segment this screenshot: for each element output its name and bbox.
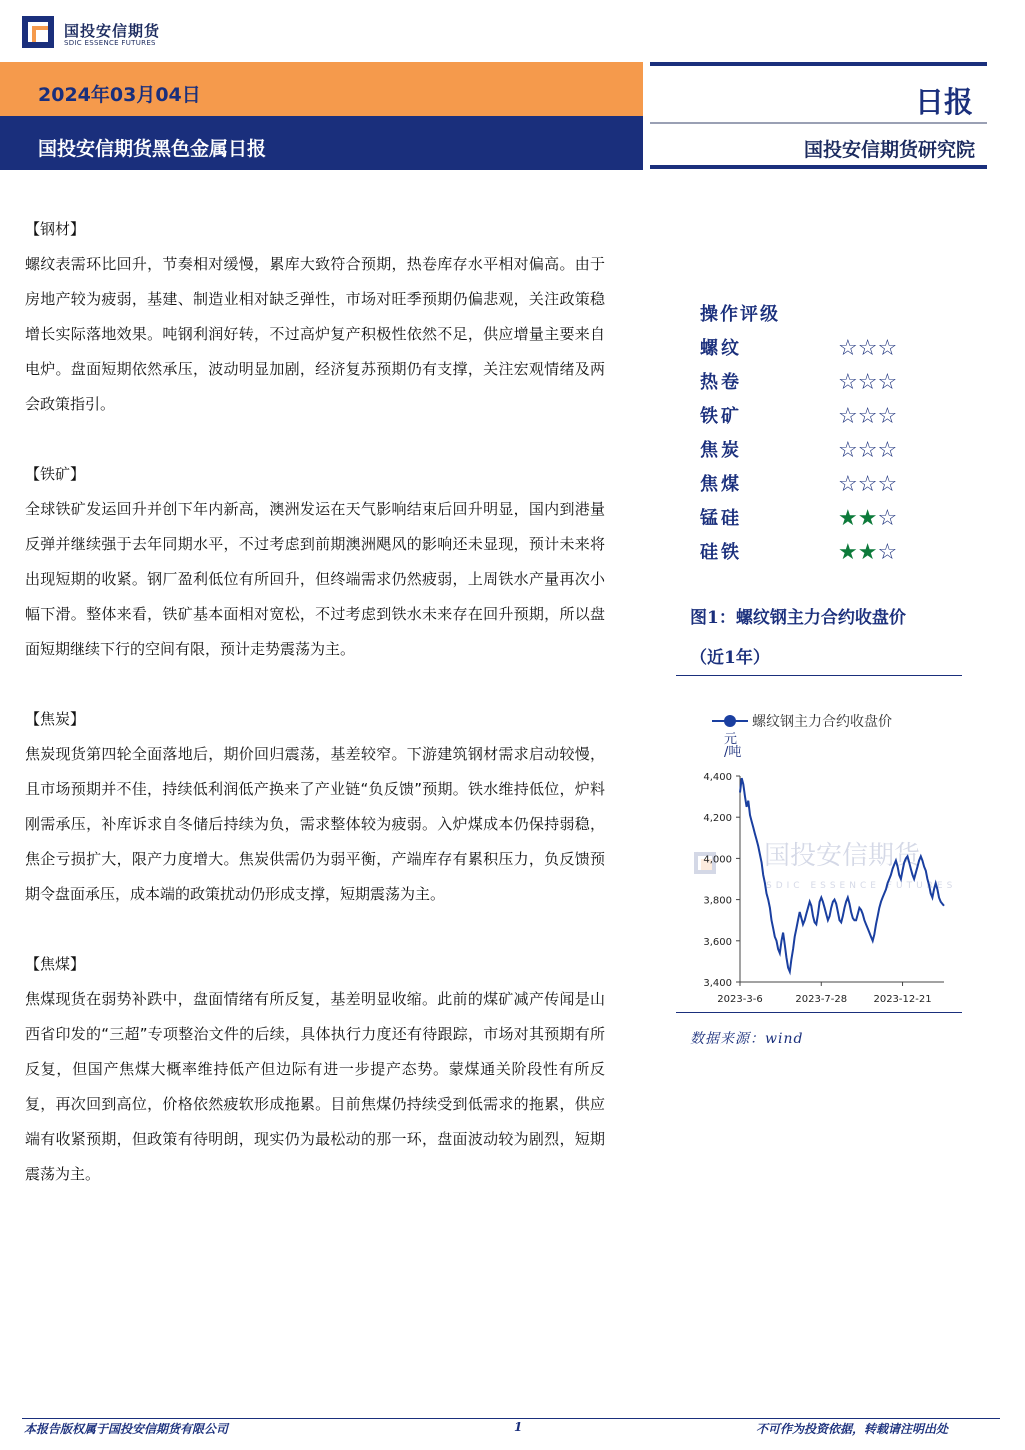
- rating-row: [700, 468, 940, 502]
- star-empty-icon: ☆: [877, 404, 898, 429]
- rating-commodity-name: 铁矿: [700, 406, 742, 427]
- x-tick-label: 2023-7-28: [795, 994, 848, 1005]
- rating-row: [700, 332, 940, 366]
- section-coke: [25, 702, 605, 912]
- star-filled-icon: ★: [857, 540, 878, 565]
- rating-commodity-name: 热卷: [700, 372, 742, 393]
- rating-commodity-name: 硅铁: [700, 542, 742, 563]
- star-empty-icon: ☆: [838, 472, 858, 497]
- y-tick-label: 3,800: [703, 895, 732, 907]
- watermark-text-cn: 国投安信期货: [764, 841, 921, 871]
- institute-box: [650, 127, 987, 169]
- star-empty-icon: ☆: [857, 438, 878, 463]
- footer-page-number: 1: [514, 1420, 523, 1434]
- y-tick-label: 4,200: [703, 813, 732, 825]
- star-empty-icon: ☆: [877, 438, 898, 463]
- footer-copyright: 本报告版权属于国投安信期货有限公司: [24, 1422, 229, 1436]
- x-tick-label: 2023-3-6: [717, 994, 763, 1005]
- rating-stars: [838, 332, 897, 366]
- section-heading: 【焦炭】: [25, 710, 86, 728]
- section-steel: [25, 212, 605, 422]
- rating-commodity-name: 焦煤: [700, 474, 742, 495]
- section-text: 全球铁矿发运回升并创下年内新高，澳洲发运在天气影响结束后回升明显，国内到港量反弹并继续强于去年同期水平，不过考虑到前期澳洲飓风的影响还未显现，预计未来将出现短期的收紧。钢厂盈利低位有所回升，但终端需求仍然疲弱，上周铁水产量再次小幅下滑。整体来看，铁矿基本面相对宽松，不过考虑到铁水未来存在回升预期，所以盘面短期继续下行的空间有限，预计走势震荡为主。: [25, 500, 605, 658]
- rating-commodity-name: 螺纹: [700, 338, 742, 359]
- section-coking-coal: [25, 947, 605, 1192]
- figure-title-line2: （近1年）: [690, 648, 770, 668]
- rating-row: [700, 400, 940, 434]
- section-heading: 【铁矿】: [25, 465, 86, 483]
- figure-bottom-rule: [676, 1012, 962, 1013]
- rating-stars: [838, 400, 897, 434]
- chart-legend: [712, 713, 892, 730]
- star-empty-icon: ☆: [857, 370, 878, 395]
- section-text: 焦煤现货在弱势补跌中，盘面情绪有所反复，基差明显收缩。此前的煤矿减产传闻是山西省印发的“三超”专项整治文件的后续，具体执行力度还有待跟踪，市场对其预期有所反复，但国产焦煤大概率维持低产但边际有进一步提产态势。蒙煤通关阶段性有所反复，再次回到高位，价格依然疲软形成拖累。目前焦煤仍持续受到低需求的拖累，供应端有收紧预期，但政策有待明朗，现实仍为最松动的那一环，盘面波动较为剧烈，短期震荡为主。: [25, 990, 605, 1183]
- section-text: 螺纹表需环比回升，节奏相对缓慢，累库大致符合预期，热卷库存水平相对偏高。由于房地产较为疲弱，基建、制造业相对缺乏弹性，市场对旺季预期仍偏悲观，关注政策稳增长实际落地效果。吨钢利润好转，不过高炉复产积极性依然不足，供应增量主要来自电炉。盘面短期依然承压，波动明显加剧，经济复苏预期仍有支撑，关注宏观情绪及两会政策指引。: [25, 255, 605, 413]
- star-filled-icon: ★: [838, 540, 858, 565]
- section-iron-ore: [25, 457, 605, 667]
- rating-commodity-name: 锰硅: [700, 508, 742, 529]
- y-tick-label: 3,600: [703, 936, 732, 948]
- figure-title: [690, 598, 965, 678]
- figure-title-line1: 图1：螺纹钢主力合约收盘价: [690, 608, 906, 628]
- star-filled-icon: ★: [838, 506, 858, 531]
- rating-row: [700, 434, 940, 468]
- data-source: 数据来源：wind: [690, 1031, 804, 1047]
- legend-marker: [724, 715, 736, 727]
- operation-rating: [700, 298, 940, 570]
- logo-mark-icon: [22, 16, 54, 48]
- section-heading: 【焦煤】: [25, 955, 86, 973]
- report-body: [25, 212, 605, 1192]
- series-line-rebar: [740, 778, 944, 972]
- rating-commodity-name: 焦炭: [700, 440, 742, 461]
- y-unit-bottom: /吨: [724, 745, 742, 760]
- chart-svg: [676, 676, 962, 1012]
- star-empty-icon: ☆: [838, 404, 858, 429]
- footer-disclaimer: 不可作为投资依据，转载请注明出处: [756, 1422, 949, 1436]
- star-empty-icon: ☆: [838, 336, 858, 361]
- y-tick-label: 4,400: [703, 772, 732, 783]
- rating-stars: [838, 536, 897, 570]
- watermark-text-en: SDIC ESSENCE FUTURES: [766, 881, 957, 891]
- rating-row: [700, 536, 940, 570]
- report-title: 国投安信期货黑色金属日报: [38, 138, 267, 160]
- star-empty-icon: ☆: [857, 472, 878, 497]
- star-filled-icon: ★: [857, 506, 878, 531]
- star-empty-icon: ☆: [838, 370, 858, 395]
- institute-name: 国投安信期货研究院: [803, 139, 975, 161]
- star-empty-icon: ☆: [838, 438, 858, 463]
- logo-text-en: SDIC ESSENCE FUTURES: [64, 39, 156, 47]
- report-type: 日报: [914, 85, 973, 119]
- rating-stars: [838, 434, 897, 468]
- legend-label: 螺纹钢主力合约收盘价: [752, 714, 892, 730]
- rating-stars: [838, 468, 897, 502]
- logo-text-cn: 国投安信期货: [64, 22, 161, 40]
- company-logo: [22, 16, 172, 52]
- section-heading: 【钢材】: [25, 220, 86, 238]
- star-empty-icon: ☆: [857, 336, 878, 361]
- star-empty-icon: ☆: [877, 336, 898, 361]
- rating-stars: [838, 366, 897, 400]
- y-tick-label: 3,400: [703, 978, 732, 989]
- star-empty-icon: ☆: [877, 540, 898, 565]
- star-empty-icon: ☆: [877, 370, 898, 395]
- star-empty-icon: ☆: [857, 404, 878, 429]
- rating-row: [700, 502, 940, 536]
- rating-row: [700, 366, 940, 400]
- section-text: 焦炭现货第四轮全面落地后，期价回归震荡，基差较窄。下游建筑钢材需求启动较慢，且市场预期并不佳，持续低利润低产换来了产业链“负反馈”预期。铁水维持低位，炉料刚需承压，补库诉求自冬储后持续为负，需求整体较为疲弱。入炉煤成本仍保持弱稳，焦企亏损扩大，限产力度增大。焦炭供需仍为弱平衡，产端库存有累积压力，负反馈预期令盘面承压，成本端的政策扰动仍形成支撑，短期震荡为主。: [25, 745, 605, 903]
- report-date: 2024年03月04日: [38, 84, 201, 106]
- rebar-price-chart: [676, 676, 962, 1012]
- report-type-box: [650, 62, 987, 124]
- star-empty-icon: ☆: [877, 506, 898, 531]
- y-tick-label: 4,000: [703, 854, 732, 866]
- rating-title: 操作评级: [700, 304, 780, 325]
- rating-stars: [838, 502, 897, 536]
- x-axis: [717, 982, 944, 1005]
- y-unit-top: 元: [724, 732, 738, 747]
- x-tick-label: 2023-12-21: [873, 994, 932, 1005]
- footer-rule: [22, 1418, 1000, 1419]
- star-empty-icon: ☆: [877, 472, 898, 497]
- y-axis: [703, 772, 740, 989]
